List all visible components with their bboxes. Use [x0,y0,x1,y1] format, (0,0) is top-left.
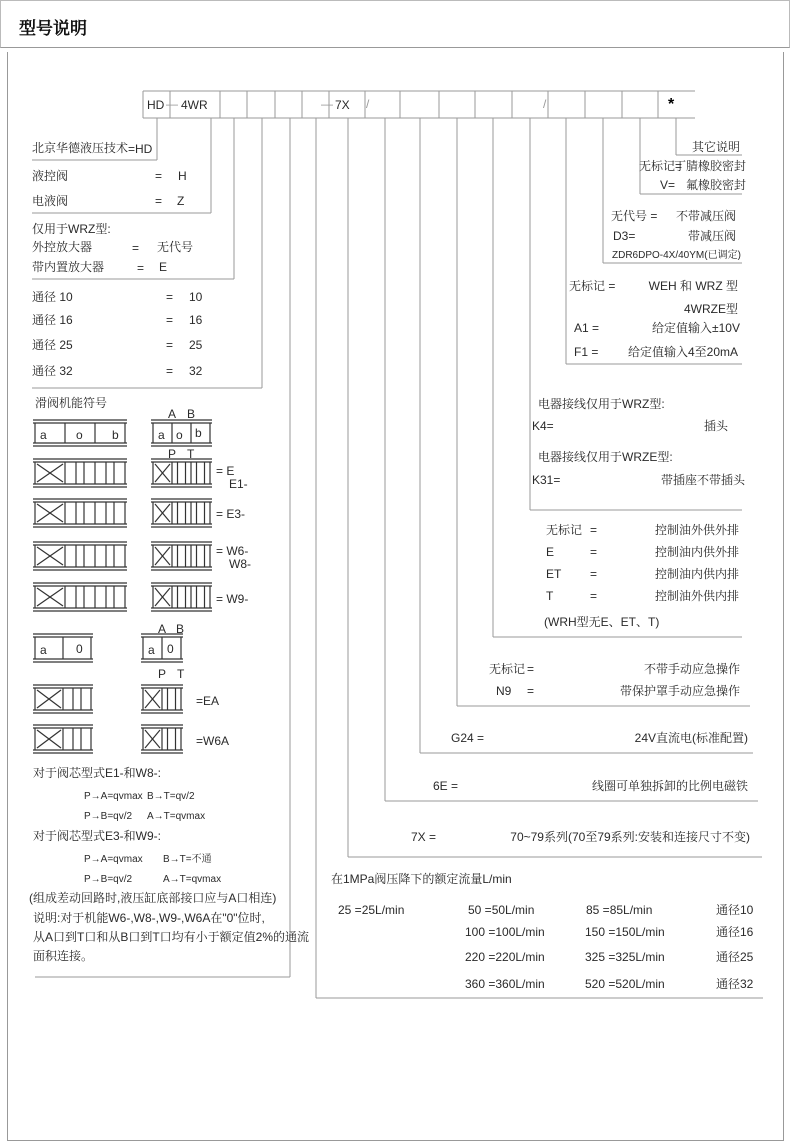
manual-desc: 带保护罩手动应急操作 [619,684,740,698]
section-title: 型号说明 [19,19,87,39]
wiring-code: K31= [532,473,561,487]
note-text: 说明:对于机能W6-,W8-,W9-,W6A在"0"位时, [33,911,265,925]
flow-cell: 85 =85L/min [586,903,653,917]
oil-eq: = [590,589,598,603]
flow-size: 通径10 [716,903,754,917]
note-formula: P→A=qvmax [84,854,143,865]
reducer-desc: 不带减压阀 [675,209,736,223]
cell-a: a [148,643,155,657]
note-formula: P→A=qvmax [84,791,143,802]
manual-eq: = [527,662,535,676]
type-desc: 给定值输入4至20mA [627,345,738,359]
note-formula: A→T=qvmax [163,874,222,885]
spool-code: =EA [196,694,220,708]
port-label: P [158,667,167,681]
type-code: A1 = [574,321,600,335]
cell-a: a [40,643,47,657]
flow-size: 通径16 [716,925,754,939]
cell-b: b [112,428,119,442]
code-hd: HD [147,98,165,112]
amplifier-label: 外控放大器 [32,240,93,254]
manual-desc: 不带手动应急操作 [643,662,740,676]
spool-code: = W9- [216,592,249,606]
manual-code: 无标记 [489,662,526,676]
control-eq: = [155,169,163,183]
size-code: 25 [189,338,203,352]
cell-a: a [40,428,47,442]
note-formula: B→T=不通 [163,854,212,865]
note-formula: P→B=qv/2 [84,811,133,822]
seal-desc: 丁腈橡胶密封 [673,159,746,173]
spool-code: = E3- [216,507,246,521]
oil-eq: = [590,545,598,559]
cell-b: b [195,426,202,440]
note-heading: 对于阀芯型式E1-和W8-: [33,766,162,780]
port-label: A [168,407,177,421]
amplifier-code: 无代号 [157,240,194,254]
size-code: 16 [189,313,203,327]
wiring-title: 电器接线仅用于WRZ型: [538,397,665,411]
solenoid-code: 6E = [433,779,459,793]
amplifier-title: 仅用于WRZ型: [32,222,111,236]
cell-a: a [158,428,165,442]
amplifier-label: 带内置放大器 [32,260,105,274]
spool-code: = W6- [216,544,249,558]
oil-eq: = [590,523,598,537]
spool-title: 滑阀机能符号 [35,396,108,410]
voltage-code: G24 = [451,731,485,745]
flow-title: 在1MPa阀压降下的额定流量L/min [331,872,512,886]
manual-eq: = [527,684,535,698]
reducer-desc: 带减压阀 [687,229,736,243]
type-sub: 4WRZE型 [683,302,738,316]
size-eq: = [166,364,174,378]
oil-desc: 控制油外供内排 [654,589,739,603]
control-label: 液控阀 [32,169,69,183]
wiring-code: K4= [532,419,554,433]
code-star: * [668,96,675,113]
code-4wr: 4WR [181,98,208,112]
size-code: 32 [189,364,203,378]
code-slash: / [543,97,547,111]
size-eq: = [166,338,174,352]
oil-code: T [546,589,554,603]
note-formula: A→T=qvmax [147,811,206,822]
wiring-desc: 带插座不带插头 [661,473,746,487]
flow-cell: 50 =50L/min [468,903,535,917]
manual-code: N9 [496,684,512,698]
port-label: A [158,622,167,636]
spool-code: =W6A [196,734,230,748]
manufacturer-code: =HD [128,142,153,156]
flow-size: 通径25 [716,950,754,964]
reducer-model: ZDR6DPO-4X/40YM(已调定) [612,250,741,261]
port-label: T [177,667,185,681]
reducer-code: D3= [613,229,636,243]
size-code: 10 [189,290,203,304]
amplifier-eq: = [132,241,140,255]
wiring-desc: 插头 [704,419,729,433]
spool-code: E1- [229,477,248,491]
oil-desc: 控制油内供外排 [654,545,739,559]
note-formula: B→T=qv/2 [147,791,195,802]
wiring-title: 电器接线仅用于WRZE型: [538,450,673,464]
spool-code: W8- [229,557,251,571]
amplifier-code: E [159,260,168,274]
code-7x: 7X [335,98,350,112]
oil-code: 无标记 [546,523,583,537]
code-slash: / [366,97,370,111]
size-eq: = [166,290,174,304]
port-label: T [187,447,195,461]
type-code: F1 = [574,345,599,359]
type-desc: 给定值输入±10V [652,321,740,335]
oil-desc: 控制油内供内排 [654,567,739,581]
spool-code: = E [216,464,235,478]
manufacturer-label: 北京华德液压技术 [32,141,129,155]
code-dash: — [321,97,333,111]
port-label: B [176,622,185,636]
code-dash: — [166,97,178,111]
seal-code: V= [660,178,676,192]
cell-o: o [76,428,83,442]
size-label: 通径 16 [32,313,73,327]
cell-0: 0 [167,642,174,656]
flow-cell: 520 =520L/min [585,977,665,991]
series-code: 7X = [411,830,437,844]
cell-o: o [176,428,183,442]
other-title: 其它说明 [691,140,740,154]
note-text: 从A口到T口和从B口到T口均有小于额定值2%的通流 [33,930,310,944]
amplifier-eq: = [137,261,145,275]
oil-code: E [546,545,555,559]
seal-desc: 氟橡胶密封 [685,178,746,192]
voltage-desc: 24V直流电(标准配置) [634,731,748,745]
flow-cell: 220 =220L/min [465,950,545,964]
flow-cell: 325 =325L/min [585,950,665,964]
note-text: (组成差动回路时,液压缸底部接口应与A口相连) [29,891,277,905]
type-code: 无标记 = [569,279,616,293]
solenoid-desc: 线圈可单独拆卸的比例电磁铁 [591,779,748,793]
note-text: 面积连接。 [33,949,94,963]
oil-note: (WRH型无E、ET、T) [544,615,660,629]
size-label: 通径 32 [32,364,73,378]
series-desc: 70~79系列(70至79系列:安装和连接尺寸不变) [510,830,750,844]
oil-code: ET [546,567,562,581]
control-code: H [178,169,187,183]
reducer-code: 无代号 = [611,209,658,223]
control-code: Z [177,194,185,208]
control-eq: = [155,194,163,208]
control-label: 电液阀 [32,194,69,208]
size-label: 通径 10 [32,290,73,304]
size-eq: = [166,313,174,327]
seal-code: 无标记= [639,159,683,173]
oil-desc: 控制油外供外排 [654,523,739,537]
oil-eq: = [590,567,598,581]
port-label: B [187,407,196,421]
flow-cell: 25 =25L/min [338,903,405,917]
flow-cell: 360 =360L/min [465,977,545,991]
type-desc: WEH 和 WRZ 型 [648,279,738,293]
cell-0: 0 [76,642,83,656]
note-formula: P→B=qv/2 [84,874,133,885]
size-label: 通径 25 [32,338,73,352]
flow-cell: 150 =150L/min [585,925,665,939]
flow-cell: 100 =100L/min [465,925,545,939]
note-heading: 对于阀芯型式E3-和W9-: [33,829,162,843]
port-label: P [168,447,177,461]
flow-size: 通径32 [716,977,754,991]
